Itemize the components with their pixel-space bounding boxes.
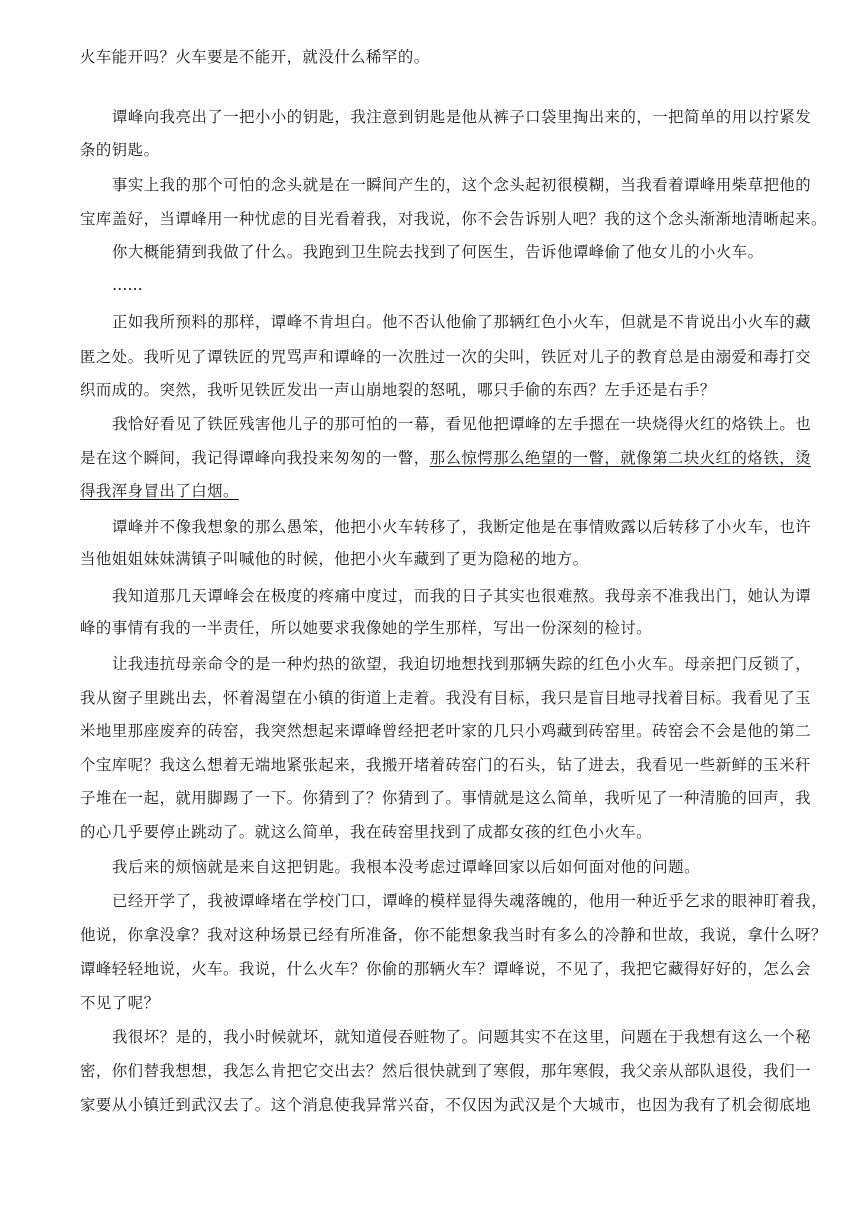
text-line: 当他姐姐妹妹满镇子叫喊他的时候，他把小火车藏到了更为隐秘的地方。 <box>80 550 589 568</box>
text-line: 谭峰向我亮出了一把小小的钥匙，我注意到钥匙是他从裤子口袋里掏出来的，一把简单的用以拧紧发 <box>112 108 812 126</box>
text-line <box>80 448 811 468</box>
text-line: 条的钥匙。 <box>80 141 160 159</box>
text-line: 我很坏？是的，我小时候就坏，就知道侵吞赃物了。问题其实不在这里，问题在于我想有这么一个秘 <box>112 1028 812 1046</box>
ellipsis-line: …… <box>112 276 143 294</box>
text-line: 正如我所预料的那样，谭峰不肯坦白。他不否认他偷了那辆红色小火车，但就是不肯说出小火车的藏 <box>112 313 812 331</box>
text-line: 谭峰轻轻地说，火车。我说，什么火车？你偷的那辆火车？谭峰说，不见了，我把它藏得好好的，怎么会 <box>80 960 811 978</box>
text-line: 宝库盖好，当谭峰用一种忧虑的目光看着我，对我说，你不会告诉别人吧？我的这个念头渐渐地清晰起来。 <box>80 210 827 228</box>
underlined-phrase: 那么惊愕那么绝望的一瞥，就像第二块火红的烙铁，烫 <box>429 449 811 467</box>
underlined-phrase-continued: 得我浑身冒出了白烟。 <box>80 482 239 500</box>
text-line: 他说，你拿没拿？我对这种场景已经有所准备，你不能想象我当时有多么的冷静和世故，我说，拿什么呀？ <box>80 926 827 944</box>
text-line: 的心几乎要停止跳动了。就这么简单，我在砖窑里找到了成都女孩的红色小火车。 <box>80 823 653 841</box>
text-line: 织而成的。突然，我听见铁匠发出一声山崩地裂的怒吼，哪只手偷的东西？左手还是右手？ <box>80 381 716 399</box>
text-line: 密，你们替我想想，我怎么肯把它交出去？然后很快就到了寒假，那年寒假，我父亲从部队退役，我们一 <box>80 1062 811 1080</box>
text-line: 事实上我的那个可怕的念头就是在一瞬间产生的，这个念头起初很模糊，当我看着谭峰用柴草把他的 <box>112 176 812 194</box>
text-line: 谭峰并不像我想象的那么愚笨，他把小火车转移了，我断定他是在事情败露以后转移了小火车，也许 <box>112 518 812 536</box>
text-line: 你大概能猜到我做了什么。我跑到卫生院去找到了何医生，告诉他谭峰偷了他女儿的小火车。 <box>112 243 764 261</box>
text-line: 匿之处。我听见了谭铁匠的咒骂声和谭峰的一次胜过一次的尖叫，铁匠对儿子的教育总是由溺爱和毒打交 <box>80 348 811 366</box>
text-line: 米地里那座废弃的砖窑，我突然想起来谭峰曾经把老叶家的几只小鸡藏到砖窑里。砖窑会不会是他的第二 <box>80 722 811 740</box>
text-line: 不见了呢？ <box>80 994 160 1012</box>
text-line: 我后来的烦恼就是来自这把钥匙。我根本没考虑过谭峰回家以后如何面对他的问题。 <box>112 858 700 876</box>
text-line: 我知道那几天谭峰会在极度的疼痛中度过，而我的日子其实也很难熬。我母亲不准我出门，她认为谭 <box>112 587 812 605</box>
text-line: 峰的事情有我的一半责任，所以她要求我像她的学生那样，写出一份深刻的检讨。 <box>80 619 653 637</box>
text-line: 个宝库呢？我这么想着无端地紧张起来，我搬开堵着砖窑门的石头，钻了进去，我看见一些新鲜的玉米秆 <box>80 756 811 774</box>
text-line: 已经开学了，我被谭峰堵在学校门口，谭峰的模样显得失魂落魄的，他用一种近乎乞求的眼神盯着我， <box>112 892 828 910</box>
text-line: 我从窗子里跳出去，怀着渴望在小镇的街道上走着。我没有目标，我只是盲目地寻找着目标。我看见了玉 <box>80 689 811 707</box>
text-line: 让我违抗母亲命令的是一种灼热的欲望，我迫切地想找到那辆失踪的红色小火车。母亲把门反锁了， <box>112 655 812 673</box>
text-segment: 是在这个瞬间，我记得谭峰向我投来匆匆的一瞥， <box>80 449 430 467</box>
text-line: 家要从小镇迁到武汉去了。这个消息使我异常兴奋，不仅因为武汉是个大城市，也因为我有了机会彻底地 <box>80 1096 811 1114</box>
text-line: 火车能开吗？火车要是不能开，就没什么稀罕的。 <box>80 48 430 66</box>
text-line: 子堆在一起，就用脚踢了一下。你猜到了？你猜到了。事情就是这么简单，我听见了一种清脆的回声，我 <box>80 789 811 807</box>
text-line: 我恰好看见了铁匠残害他儿子的那可怕的一幕，看见他把谭峰的左手摁在一块烧得火红的烙铁上。也 <box>112 415 812 433</box>
